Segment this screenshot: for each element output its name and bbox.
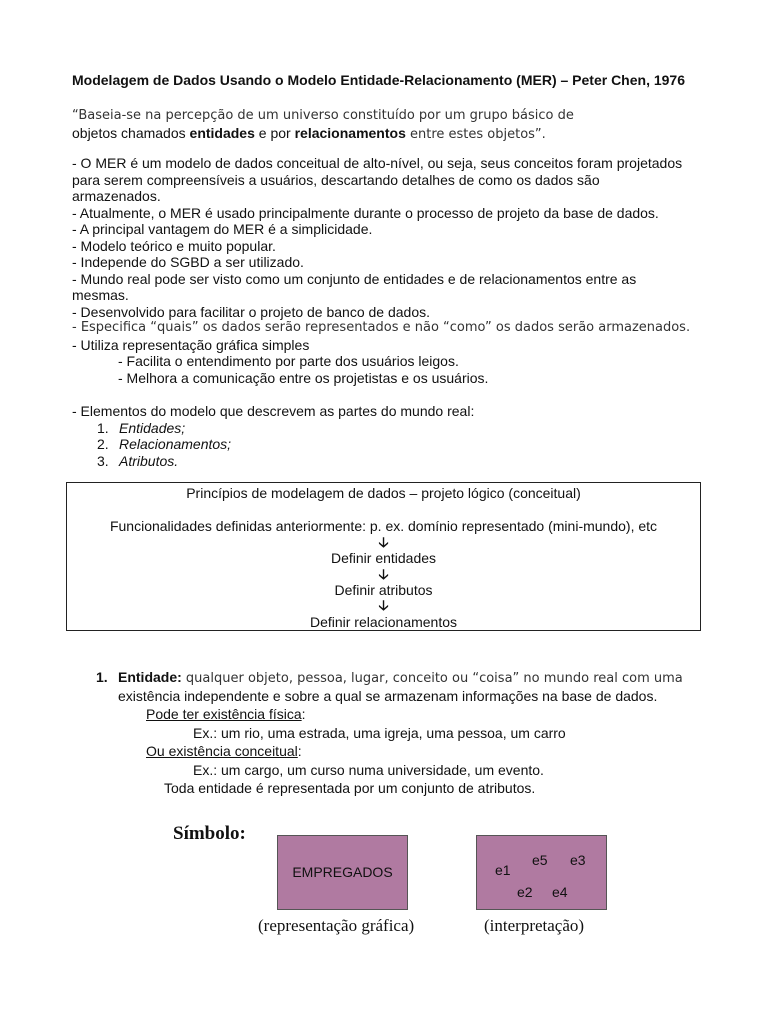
bullet-sub-line: - Melhora a comunicação entre os projetistas e os usuários. [118,369,489,386]
bullet-line: - O MER é um modelo de dados conceitual de alto-nível, ou seja, seus conceitos foram projetados [72,155,683,171]
list-item-text: Atributos. [119,452,179,469]
model-elements-intro: - Elementos do modelo que descrevem as partes do mundo real: [72,403,475,419]
bullet-line: - Utiliza representação gráfica simples [72,336,310,353]
bullet-line: - Mundo real pode ser visto como um conjunto de entidades e de relacionamentos entre as [72,270,637,287]
caption-interpretation: (interpretação) [484,916,585,935]
list-item [72,420,712,437]
principles-step: Definir entidades [330,550,437,566]
entity-instance: e4 [552,884,568,900]
bullet-line: - Atualmente, o MER é usado principalmente durante o processo de projeto da base de dados. [72,204,659,221]
list-item [72,453,712,470]
bullet-line: para serem compreensíveis a usuários, descartando detalhes de como os dados são [72,171,600,188]
list-item-text: Relacionamentos; [119,436,232,452]
entity-definition-text: qualquer objeto, pessoa, lugar, conceito ou “coisa” no mundo real com uma [181,671,683,686]
entity-symbol-text: EMPREGADOS [292,864,393,881]
intro-line-1 [72,106,712,125]
down-arrow-icon: 🡣 [378,597,389,613]
entity-physical-example: Ex.: um rio, uma estrada, uma igreja, uma pessoa, um carro [193,724,566,741]
intro-text-a: objetos chamados [72,124,190,141]
entity-definition-line-1 [96,669,716,688]
entity-definition-line-2: existência independente e sobre a qual se armazenam informações na base de dados. [118,687,658,704]
down-arrow-icon: 🡣 [378,534,389,550]
bullet-line: - A principal vantagem do MER é a simplicidade. [72,221,373,237]
intro-term-entidades: entidades [189,124,255,141]
entity-label: Entidade: [118,669,182,685]
down-arrow-icon: 🡣 [378,566,389,582]
bullet-line: armazenados. [72,188,161,204]
model-elements [72,403,712,469]
model-elements-list [72,420,712,470]
entity-instance: e3 [570,852,586,868]
intro-text-c: e por [254,124,295,141]
entity-attributes-note: Toda entidade é representada por um conjunto de atributos. [164,780,536,796]
entity-conceptual [96,743,716,760]
principles-box [66,482,701,631]
bullet-sub-line: - Facilita o entendimento por parte dos usuários leigos. [118,353,459,369]
bullet-list [72,155,712,386]
entity-instance: e1 [495,862,511,878]
symbol-label: Símbolo: [173,823,246,844]
entity-number: 1. [96,669,108,685]
bullet-line: mesmas. [72,287,129,303]
list-item-number: 1. [97,419,109,436]
intro-text-e: entre estes objetos”. [405,126,546,142]
entity-conceptual-label: Ou existência conceitual [146,743,298,759]
principles-step: Definir relacionamentos [309,614,458,630]
interpretation-box [476,835,607,910]
principles-step: Funcionalidades definidas anteriormente: p. ex. domínio representado (mini-mundo), etc [109,518,658,534]
document-title: Modelagem de Dados Usando o Modelo Entidade-Relacionamento (MER) – Peter Chen, 1976 [72,72,685,88]
entity-physical-label: Pode ter existência física [146,706,302,722]
list-item-text: Entidades; [119,419,186,436]
list-item [72,436,712,453]
entity-instance: e5 [532,852,548,868]
bullet-line: - Especifica “quais” os dados serão representados e não “como” os dados serão armazenados. [72,320,691,335]
entity-instance: e2 [517,884,533,900]
list-item-number: 2. [97,436,109,452]
intro-quote [72,106,712,143]
bullet-line: - Independe do SGBD a ser utilizado. [72,254,304,270]
principles-step: Definir atributos [334,582,433,598]
intro-line-1-text: “Baseia-se na percepção de um universo constituído por um grupo básico de [72,108,574,123]
bullet-line: - Desenvolvido para facilitar o projeto de banco de dados. [72,303,430,320]
entity-physical [96,706,716,723]
list-item-number: 3. [97,452,109,469]
entity-section [96,669,716,797]
intro-line-2 [72,125,712,144]
entity-conceptual-colon: : [297,743,302,759]
entity-symbol-box [277,835,408,910]
entity-physical-colon: : [301,706,306,722]
intro-term-relacionamentos: relacionamentos [294,124,406,141]
principles-box-title: Princípios de modelagem de dados – projeto lógico (conceitual) [186,485,581,501]
bullet-line: - Modelo teórico e muito popular. [72,237,276,254]
entity-conceptual-example: Ex.: um cargo, um curso numa universidade, um evento. [193,761,544,778]
caption-graphic-representation: (representação gráfica) [258,916,415,935]
